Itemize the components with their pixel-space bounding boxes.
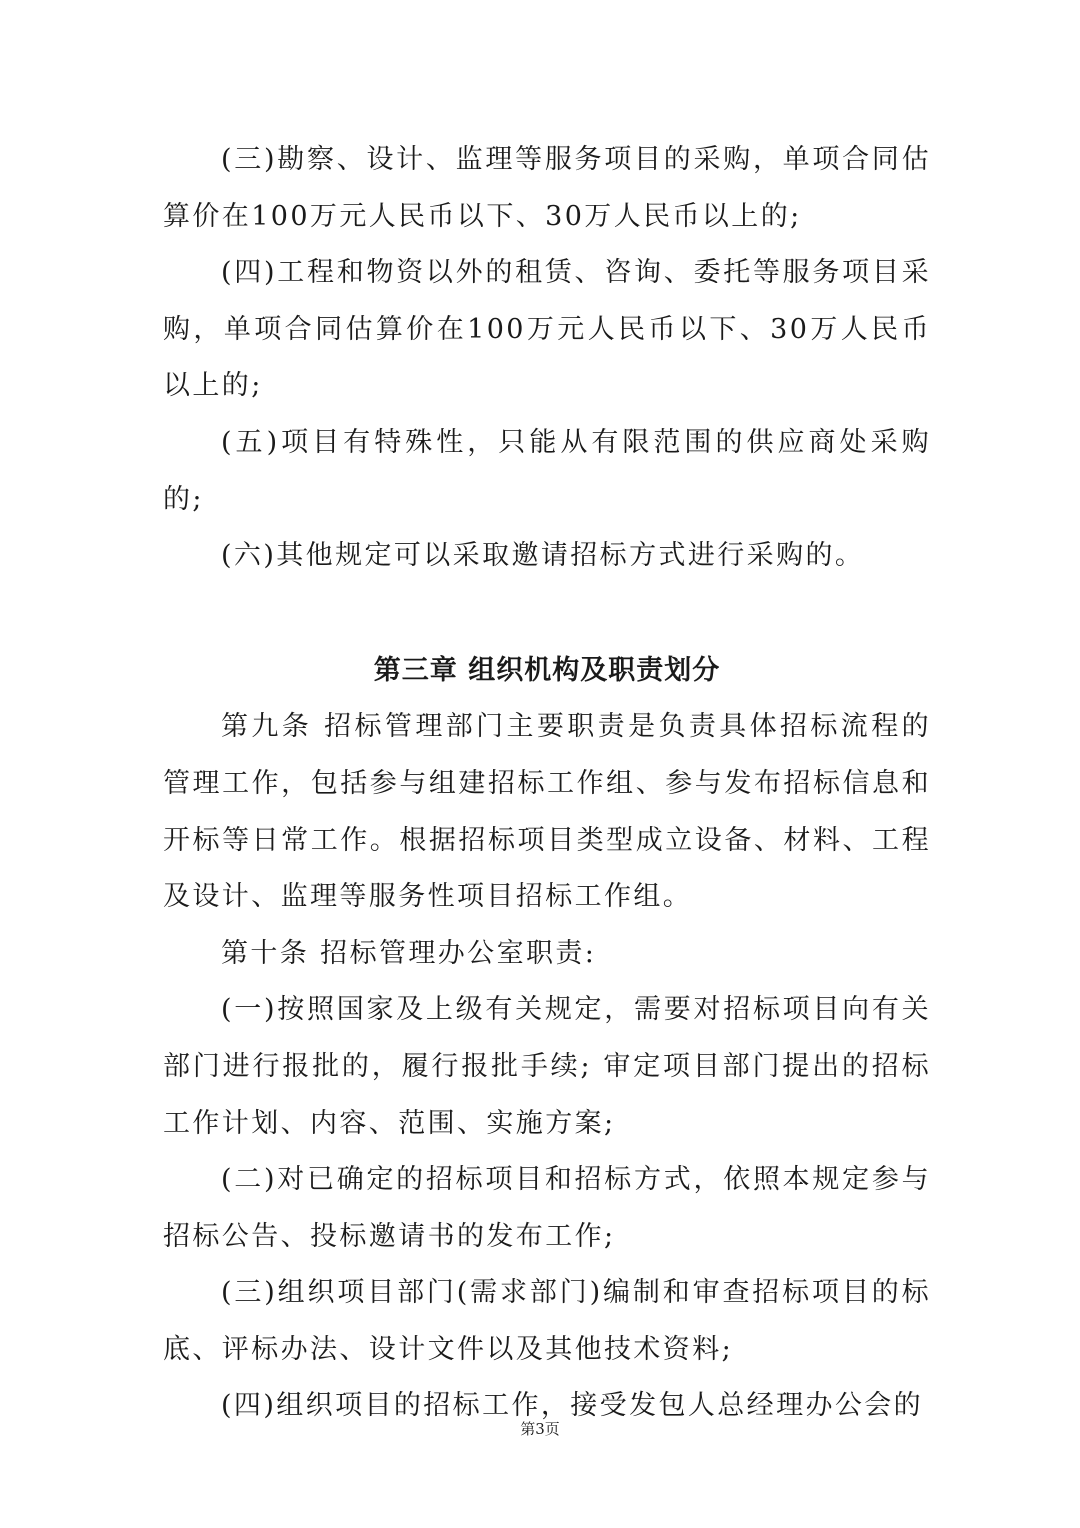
paragraph-item-5: (五)项目有特殊性，只能从有限范围的供应商处采购的; bbox=[163, 426, 931, 515]
article-10: 第十条 招标管理办公室职责: bbox=[221, 937, 597, 969]
duty-item-4: (四)组织项目的招标工作，接受发包人总经理办公会的 bbox=[221, 1390, 924, 1422]
article-9: 第九条 招标管理部门主要职责是负责具体招标流程的管理工作，包括参与组建招标工作组、参与发布招标信息和开标等日常工作。根据招标项目类型成立设备、材料、工程及设计、监理等服务性项目招标工作组。 bbox=[163, 711, 931, 913]
chapter-title: 第三章 组织机构及职责划分 bbox=[373, 654, 721, 686]
paragraph-item-4: (四)工程和物资以外的租赁、咨询、委托等服务项目采购，单项合同估算价在100万元人民币以下、30万人民币以上的; bbox=[163, 257, 931, 402]
paragraph-item-3: (三)勘察、设计、监理等服务项目的采购，单项合同估算价在100万元人民币以下、30万人民币以上的; bbox=[163, 144, 931, 232]
duty-item-2: (二)对已确定的招标项目和招标方式，依照本规定参与招标公告、投标邀请书的发布工作; bbox=[163, 1164, 931, 1252]
document-body bbox=[163, 132, 931, 1435]
duty-item-1: (一)按照国家及上级有关规定，需要对招标项目向有关部门进行报批的，履行报批手续; 审定项目部门提出的招标工作计划、内容、范围、实施方案; bbox=[163, 994, 931, 1139]
paragraph-item-6: (六)其他规定可以采取邀请招标方式进行采购的。 bbox=[221, 540, 865, 572]
page-number: 第3页 bbox=[520, 1420, 560, 1438]
duty-item-3: (三)组织项目部门(需求部门)编制和审查招标项目的标底、评标办法、设计文件以及其他技术资料; bbox=[163, 1277, 931, 1365]
section-spacer bbox=[163, 585, 931, 643]
